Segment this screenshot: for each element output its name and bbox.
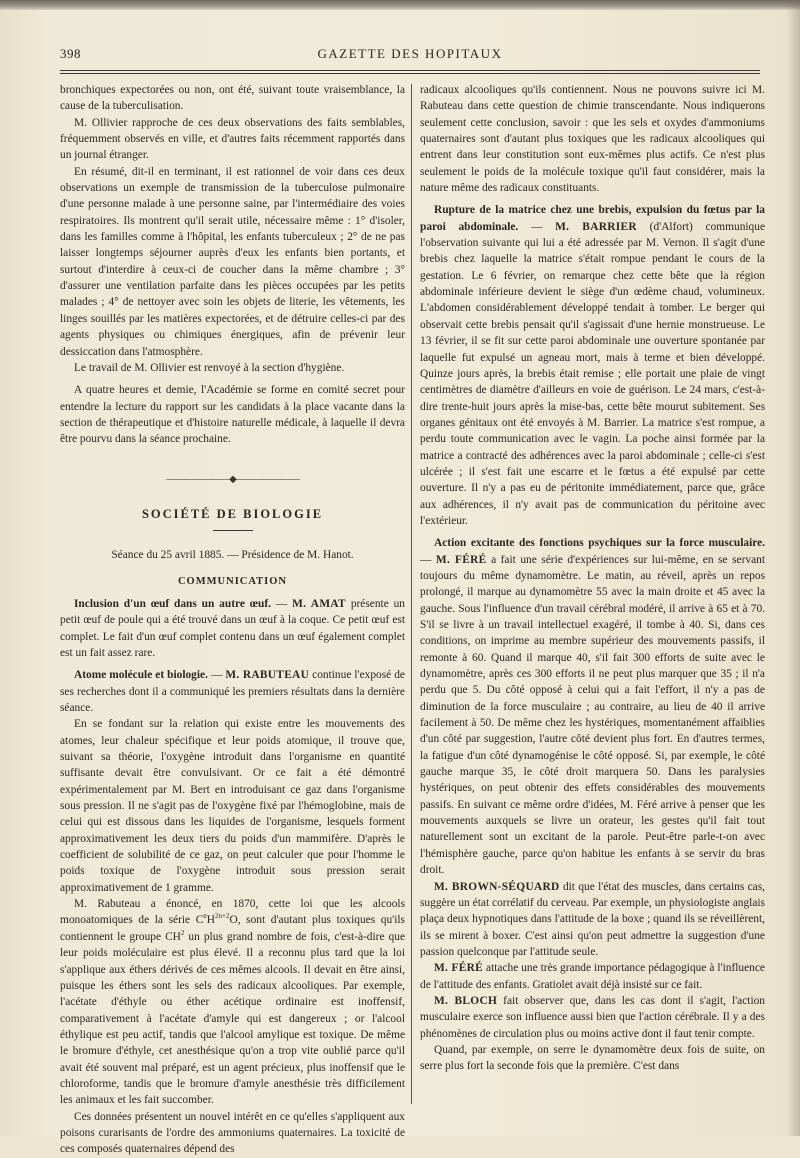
item-text: dit que l'état des muscles, dans certains cas, suggère un état corrélatif du cerveau. Par exemple, un physiologiste anglais plaça deux hypnotiques dans l'attitude de la boxe ; quand ils se réveillèrent, ils se mirent à boxer. C'est ainsi qu'on peut admettre la suggestion d'une passion quelconque par l'attitude seule. — [420, 880, 766, 958]
subsection-title: COMMUNICATION — [177, 575, 288, 587]
paragraph: M. Ollivier rapproche de ces deux observations des faits semblables, fréquemment observés en ville, et d'autres faits récemment rapportés dans un journal étranger. — [60, 116, 405, 162]
item-text: fait observer que, dans les cas dont il s'agit, l'action musculaire exerce son influence aussi bien que l'action cérébrale. Il y a des phénomènes de circulation plus ou moins active dont il faut tenir compte. — [420, 994, 766, 1040]
paragraph: En se fondant sur la relation qui existe entre les mouvements des atomes, leur chaleur spécifique et leur poids atomique, il trouve que, suivant sa théorie, l'oxygène introduit dans l'organisme en quantité suffisante devait être convulsivant. Or ce fait a été démontré expérimentalement par M. Bert en introduisant ce gaz dans l'organisme sous pression. Il ne s'agit pas de l'oxygène fixé par l'hémoglobine, mais de celui qui est dissous dans les liquides de l'organisme, lesquels forment approximativement les deux tiers du poids d'un mammifère. D'après le coefficient de solubilité de ce gaz, on peut calculer que pour l'homme le poids toxique de l'oxygène introduit sous pression serait approximativement de 1 gramme. — [60, 718, 405, 894]
header-rule-double — [60, 73, 760, 74]
item-text: continue l'exposé de ses recherches dont il a communiqué les premiers résultats dans la dernière séance. — [60, 669, 405, 714]
item-text: présente un petit œuf de poule qui a été trouvé dans un œuf à la coque. Ce petit œuf est complet. Le fait d'un œuf complet contenu dans un œuf également complet est un fait assez rare. — [60, 597, 405, 659]
item-author: M. FÉRÉ — [434, 962, 484, 975]
paragraph: Ces données présentent un nouvel intérêt en ce qu'elles s'appliquent aux poisons curarisants de l'ordre des ammoniums quaternaires. La toxicité de ces composés quaternaires dépend des — [60, 1110, 405, 1156]
item-title: Rupture de la matrice chez une brebis, expulsion du fœtus par la paroi abdominale. — [420, 204, 765, 233]
short-rule — [213, 530, 253, 531]
seance-line: Séance du 25 avril 1885. — Présidence de M. Hanot. — [111, 549, 354, 562]
communication-item: Action excitante des fonctions psychiques sur la force musculaire. — M. FÉRÉ a fait une série d'expériences sur lui-même, en se servant toujours du même dynamomètre. Le matin, au réveil, après un repos prolongé, il marque au dynamomètre 55 avec la main droite et 45 avec la gauche. Sous l'influence d'un travail cérébral modéré, il arrive à 65 et à 70. S'il se livre à un travail intellectuel exagéré, il tombe à 40. Si, dans ces conditions, on imprime au membre supérieur des mouvements passifs, il remonte à 60. Quand il marque 40, s'il fait 300 efforts de suite avec le dynamomètre, après ces 300 efforts il ne peut plus marquer que 35 ; il n'a perdu que 5. Du côté opposé à celui qui a fait l'effort, il n'y a pas de diminution de la force musculaire ; au contraire, au lieu de 40 il arrive facilement à 50. De même chez les hystériques, momentanément affaiblies d'un côté par suggestion, l'autre côté devient plus fort. En d'autres termes, la fatigue d'un côté dynamogénise le côté opposé. Si, par exemple, le côté gauche marque 35, le côté droit marquera 50. Dans les paralysies hystériques, on peut obtenir des effets considérables des mouvements passifs. En suivant ce même ordre d'idées, M. Féré arrive à penser que les mouvements auxquels se livre un orateur, les gestes qu'il fait tout naturellement sont un excitant de la parole. Peut-être parle-t-on avec l'hémisphère gauche, parce qu'on habitue les enfants à se servir du bras droit. — [420, 537, 765, 877]
header-rule — [60, 70, 760, 71]
paragraph: M. Rabuteau a énoncé, en 1870, cette loi que les alcools monoatomiques de la série $C^nH^{2n+2}O$, sont d'autant plus toxiques qu'ils contiennent le groupe $CH^2$ un plus grand nombre de fois, c'est-à-dire que leur poids moléculaire est plus élevé. Il a reconnu plus tard que la loi s'applique aux éthers dérivés de ces mêmes alcools. Il devait en être ainsi, puisque les éthers sont les sels des radicaux alcooliques. Par exemple, l'acétate d'éthyle ou éther acétique ordinaire est inoffensif, comparativement à l'acétate d'amyle qui est dangereux ; or l'alcool éthylique est peu actif, tandis que l'alcool amylique est toxique. De même le bromure d'éthyle, cet anesthésique qu'on a trop vite oublié parce qu'il avait été souvent mal préparé, est un agent précieux, plus inoffensif que le chloroforme, tandis que le bromure d'amyle anesthésie très difficilement les animaux et les fait succomber. — [60, 898, 405, 1107]
page-header — [60, 46, 760, 68]
communication-item — [420, 879, 765, 961]
column-divider — [411, 84, 412, 1104]
item-author: M. RABUTEAU — [225, 669, 310, 682]
communication-item: Inclusion d'un œuf dans un autre œuf. — M. AMAT présente un petit œuf de poule qui a été trouvé dans un œuf à la coque. Ce petit œuf est complet. Le fait d'un œuf complet contenu dans un œuf également complet est un fait assez rare. — [60, 597, 405, 659]
item-text: attache une très grande importance pédagogique à l'influence de l'attitude des enfants. Gratiolet avait déjà insisté sur ce fait. — [420, 962, 765, 991]
scan-top-edge — [0, 0, 800, 10]
paragraph: A quatre heures et demie, l'Académie se forme en comité secret pour entendre la lecture du rapport sur les candidats à la place vacante dans la section de thérapeutique et d'histoire naturelle médicale, à laquelle il devra être pourvu dans la séance prochaine. — [60, 384, 405, 446]
item-author: M. AMAT — [292, 597, 346, 610]
item-author: M. BARRIER — [555, 220, 637, 233]
paragraph: Quand, par exemple, on serre le dynamomètre deux fois de suite, on serre plus fort la seconde fois que la première. C'est dans — [420, 1043, 765, 1073]
item-text: a fait une série d'expériences sur lui-même, en se servant toujours du même dynamomètre. Le matin, au réveil, après un repos prolongé, il marque au dynamomètre 55 avec la main droite et 45 avec la gauche. Sous l'influence d'un travail cérébral modéré, il arrive à 65 et à 70. S'il se livre à un travail intellectuel exagéré, il tombe à 40. Si, dans ces conditions, on imprime au membre supérieur des mouvements passifs, il remonte à 60. Quand il marque 40, s'il fait 300 efforts de suite avec le dynamomètre, après ces 300 efforts il ne peut plus marquer que 35 ; il n'a perdu que 5. Du côté opposé à celui qui a fait l'effort, il n'y a pas de diminution de la force musculaire ; au contraire, au lieu de 40 il arrive facilement à 50. De même chez les hystériques, momentanément affaiblies d'un côté par suggestion, l'autre côté devient plus fort. En d'autres termes, la fatigue d'un côté dynamogénise le côté opposé. Si, par exemple, le côté gauche marque 35, le côté droit marquera 50. Dans les paralysies hystériques, on peut obtenir des effets considérables des mouvements passifs. En suivant ce même ordre d'idées, M. Féré arrive à penser que les mouvements auxquels se livre un orateur, les gestes qu'il fait tout naturellement sont un excitant de la parole. Peut-être parle-t-on avec l'hémisphère gauche, parce qu'on habitue les enfants à se servir du bras droit. — [420, 553, 765, 877]
right-column — [420, 82, 765, 1075]
item-author: M. FÉRÉ — [435, 553, 487, 566]
page-title: GAZETTE DES HOPITAUX — [317, 46, 503, 61]
item-author: M. BROWN-SÉQUARD — [434, 880, 560, 893]
item-author: M. BLOCH — [434, 994, 498, 1007]
section-title: SOCIÉTÉ DE BIOLOGIE — [141, 506, 324, 521]
item-title: Atome molécule et biologie. — [74, 669, 208, 682]
section-ornament: ———————◆——————— — [166, 473, 299, 485]
communication-item — [420, 960, 765, 993]
paragraph: radicaux alcooliques qu'ils contiennent. Nous ne pouvons suivre ici M. Rabuteau dans cette question de chimie transcendante. Nous indiquerons seulement cette conclusion, savoir : que les sels et oxydes d'ammoniums quaternaires sont d'autant plus toxiques que les radicaux alcooliques qui entrent dans leur constitution sont eux-mêmes plus actifs. Ce n'est plus seulement le poids de la molécule toxique qu'il faut considérer, mais la nature même des radicaux constituants. — [420, 84, 765, 195]
scan-right-edge — [786, 0, 800, 1136]
paragraph: Le travail de M. Ollivier est renvoyé à la section d'hygiène. — [74, 361, 345, 374]
item-title: Inclusion d'un œuf dans un autre œuf. — [74, 597, 271, 610]
paragraph: En résumé, dit-il en terminant, il est rationnel de voir dans ces deux observations un exemple de transmission de la tuberculose pulmonaire d'une personne malade à une personne saine, par l'intermédiaire des voies respiratoires. Ils montrent qu'il serait utile, nécessaire même : 1° d'isoler, dans les familles comme à l'hôpital, les enfants tuberculeux ; 2° de ne pas laisser longtemps séjourner auprès d'eux les enfants bien portants, et surtout d'interdire à ceux-ci de coucher dans la même chambre ; 3° d'assurer une ventilation parfaite dans les pièces occupées par les petits malades ; 4° de nettoyer avec soin les objets de literie, les vêtements, les linges souillés par les matières expectorées, et de détruire celles-ci par des agents physiques ou chimiques énergiques, afin de prévenir leur dessiccation dans l'atmosphère. — [60, 165, 405, 358]
communication-item: Atome molécule et biologie. — M. RABUTEAU continue l'exposé de ses recherches dont il a communiqué les premiers résultats dans la dernière séance. — [60, 669, 405, 714]
paragraph: bronchiques expectorées ou non, ont été, suivant toute vraisemblance, la cause de la tuberculisation. — [60, 84, 405, 113]
item-text: (d'Alfort) communique l'observation suivante qui lui a été adressée par M. Vernon. Il s'agit d'une brebis chez laquelle la matrice s'était rompue pendant le cours de la gestation. Le 6 février, on remarque chez cette bête que la région abdominale inférieure devient le siège d'un œdème chaud, volumineux. L'abdomen considérablement développé tendait à tomber. Le berger qui observait cette brebis pensait qu'il s'agissait d'une hernie monstrueuse. Le 13 février, il se fit sur cette paroi abdominale une ouverture spontanée par laquelle fut expulsé un agneau mort, mais à terme et bien développé. Quinze jours après, la brebis était remise ; elle portait une plaie de vingt centimètres de diamètre d'ailleurs en voie de guérison. Le 24 mars, c'est-à-dire trente-huit jours après la mise-bas, cette bête mourut subitement. Ses organes génitaux ont été envoyés à M. Barrier. La matrice s'est rompue, a perdu toute communication avec le vagin. La poche ainsi formée par la matrice a contracté des adhérences avec la paroi abdominale ; celle-ci s'est ulcérée ; il s'est fait une escarre et le fœtus a été expulsé par cette ouverture. Il n'y a pas eu de péritonite immédiatement, parce que, grâce aux adhérences, il n'y avait pas de communication du péritoine avec l'extérieur. — [420, 220, 766, 527]
communication-item — [420, 993, 765, 1042]
communication-item: Rupture de la matrice chez une brebis, expulsion du fœtus par la paroi abdominale. — M. BARRIER (d'Alfort) communique l'observation suivante qui lui a été adressée par M. Vernon. Il s'agit d'une brebis chez laquelle la matrice s'était rompue pendant le cours de la gestation. Le 6 février, on remarque chez cette bête que la région abdominale inférieure devient le siège d'un œdème chaud, volumineux. L'abdomen considérablement développé tendait à tomber. Le berger qui observait cette brebis pensait qu'il s'agissait d'une hernie monstrueuse. Le 13 février, il se fit sur cette paroi abdominale une ouverture spontanée par laquelle fut expulsé un agneau mort, mais à terme et bien développé. Quinze jours après, la brebis était remise ; elle portait une plaie de vingt centimètres de diamètre d'ailleurs en voie de guérison. Le 24 mars, c'est-à-dire trente-huit jours après la mise-bas, cette bête mourut subitement. Ses organes génitaux ont été envoyés à M. Barrier. La matrice s'est rompue, a perdu toute communication avec le vagin. La poche ainsi formée par la matrice a contracté des adhérences avec la paroi abdominale ; celle-ci s'est ulcérée ; il s'est fait une escarre et le fœtus a été expulsé par cette ouverture. Il n'y a pas eu de péritonite immédiatement, parce que, grâce aux adhérences, il n'y avait pas de communication du péritoine avec l'extérieur. — [420, 204, 766, 527]
item-title: Action excitante des fonctions psychiques sur la force musculaire. — [434, 537, 765, 550]
left-column — [60, 82, 405, 1158]
page-number: 398 — [60, 46, 81, 61]
